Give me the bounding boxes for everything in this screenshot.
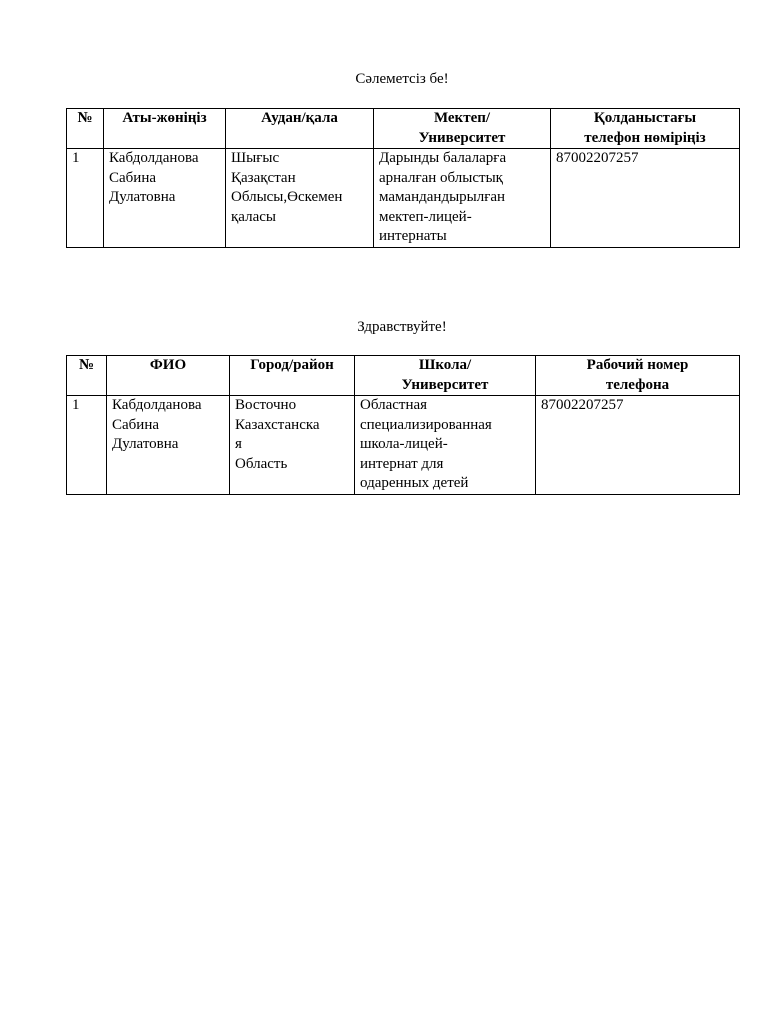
- cell-school-university: Дарынды балаларға арналған облыстық мамандандырылған мектеп-лицей- интернаты: [374, 149, 551, 248]
- cell-district-city: Шығыс Қазақстан Облысы,Өскемен қаласы: [226, 149, 374, 248]
- header-full-name: Аты-жөніңіз: [104, 109, 226, 149]
- header-number: №: [67, 356, 107, 396]
- header-school-university: Школа/ Университет: [355, 356, 536, 396]
- greeting-kazakh: Сәлеметсіз бе!: [355, 71, 449, 87]
- header-number: №: [67, 109, 104, 149]
- greeting-russian: Здравствуйте!: [357, 319, 447, 335]
- header-city-district: Город/район: [230, 356, 355, 396]
- cell-phone-number: 87002207257: [536, 396, 740, 495]
- table-header-row: [67, 109, 740, 149]
- cell-school-university: Областная специализированная школа-лицей- интернат для одаренных детей: [355, 396, 536, 495]
- header-full-name: ФИО: [107, 356, 230, 396]
- contact-table-russian: [66, 355, 740, 495]
- header-phone-number: Қолданыстағы телефон нөміріңіз: [551, 109, 740, 149]
- header-school-university: Мектеп/ Университет: [374, 109, 551, 149]
- table-row: [67, 149, 740, 248]
- header-phone-number: Рабочий номер телефона: [536, 356, 740, 396]
- table-row: [67, 396, 740, 495]
- cell-city-district: Восточно Казахстанска я Область: [230, 396, 355, 495]
- cell-phone-number: 87002207257: [551, 149, 740, 248]
- cell-number: 1: [67, 396, 107, 495]
- contact-table-kazakh: [66, 108, 740, 248]
- cell-full-name: Кабдолданова Сабина Дулатовна: [104, 149, 226, 248]
- cell-full-name: Кабдолданова Сабина Дулатовна: [107, 396, 230, 495]
- header-district-city: Аудан/қала: [226, 109, 374, 149]
- cell-number: 1: [67, 149, 104, 248]
- table-header-row: [67, 356, 740, 396]
